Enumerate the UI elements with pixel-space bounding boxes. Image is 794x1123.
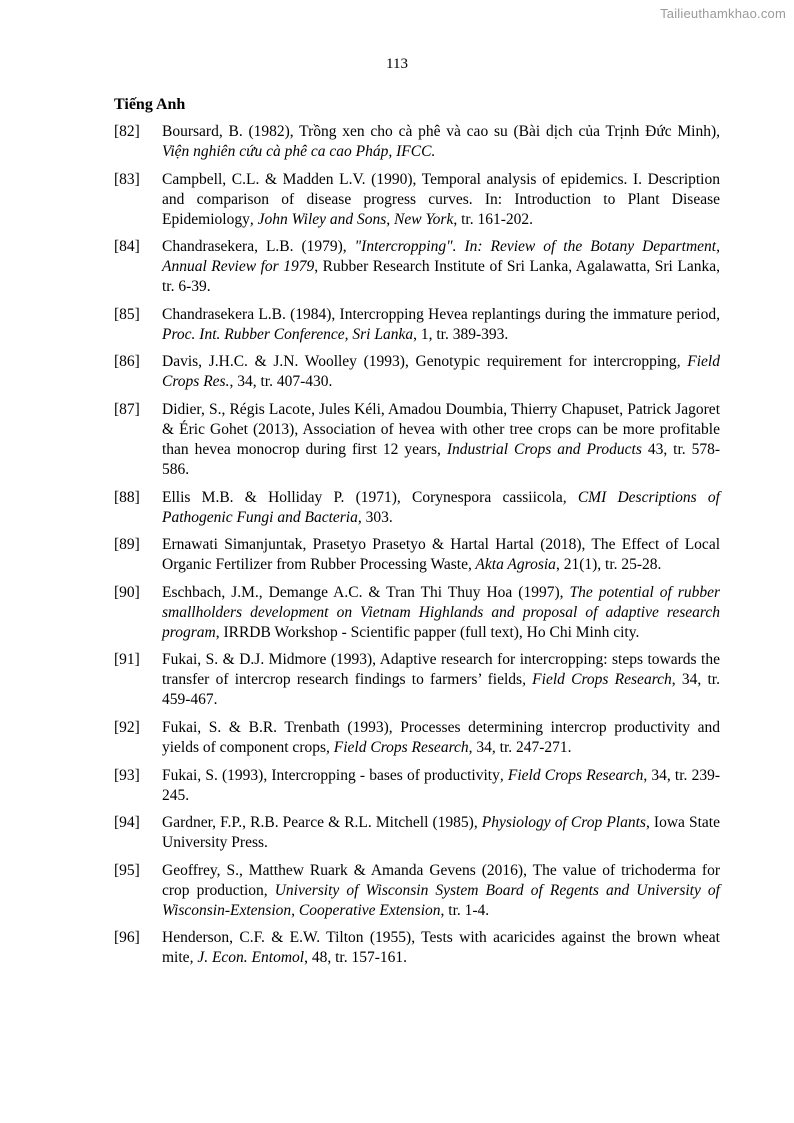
reference-italic-segment: , Field Crops Research xyxy=(326,738,469,756)
reference-segment: Campbell, C.L. & Madden L.V. (1990), Temporal analysis of epidemics. I. Description and comparison of disease progress curves. In: Introduction to Plant Disease Epidemiology xyxy=(162,170,720,228)
reference-text xyxy=(162,928,720,968)
reference-text xyxy=(162,170,720,230)
reference-segment: Eschbach, J.M., Demange A.C. & Tran Thi Thuy Hoa (1997), xyxy=(162,583,570,601)
reference-number: [84] xyxy=(114,238,140,256)
reference-segment: Chandrasekera, L.B. (1979), xyxy=(162,238,355,256)
page-number: 113 xyxy=(386,56,408,72)
reference-number: [82] xyxy=(114,123,140,140)
reference-number: [83] xyxy=(114,170,140,188)
reference-number: [92] xyxy=(114,718,140,736)
reference-item xyxy=(114,766,720,806)
reference-text xyxy=(162,766,720,806)
reference-text xyxy=(162,650,720,710)
reference-item xyxy=(114,488,720,528)
reference-number: [87] xyxy=(114,400,140,418)
reference-item xyxy=(114,813,720,853)
reference-text xyxy=(162,813,720,853)
reference-item xyxy=(114,583,720,643)
reference-text xyxy=(162,237,720,297)
reference-text xyxy=(162,305,720,345)
reference-item xyxy=(114,650,720,710)
reference-number: [86] xyxy=(114,353,140,371)
reference-segment: Ernawati Simanjuntak, Prasetyo Prasetyo & Hartal Hartal (2018), The Effect of Local Organic Fertilizer from Rubber Processing Waste xyxy=(162,536,720,574)
reference-segment: Henderson, C.F. & E.W. Tilton (1955), Tests with acaricides against the brown wheat mite xyxy=(162,929,720,967)
reference-segment: Fukai, S. (1993), Intercropping - bases of productivity xyxy=(162,766,500,784)
reference-italic-segment: , Viện nghiên cứu cà phê ca cao Pháp, IFCC. xyxy=(162,123,720,160)
reference-segment: , Rubber Research Institute of Sri Lanka, Agalawatta, Sri Lanka, tr. 6-39. xyxy=(162,258,720,296)
reference-segment: , tr. 161-202. xyxy=(453,210,533,228)
reference-italic-segment: Physiology of Crop Plants xyxy=(481,814,646,832)
reference-italic-segment: , Industrial Crops and Products xyxy=(437,440,642,458)
reference-segment: , Iowa State University Press. xyxy=(162,814,720,852)
reference-italic-segment: "Intercropping". In: Review of the Botany Department, Annual Review for 1979 xyxy=(162,238,720,276)
watermark-text: Tailieuthamkhao.com xyxy=(660,6,786,21)
reference-segment: , 48, tr. 157-161. xyxy=(304,949,407,967)
reference-segment: Fukai, S. & B.R. Trenbath (1993), Processes determining intercrop productivity and yields of component crops xyxy=(162,718,720,756)
reference-segment: , 303. xyxy=(357,508,393,526)
reference-item xyxy=(114,237,720,297)
reference-segment: Gardner, F.P., R.B. Pearce & R.L. Mitchell (1985), xyxy=(162,814,482,832)
section-title: Tiếng Anh xyxy=(114,96,186,113)
reference-segment: , 1, tr. 389-393. xyxy=(413,325,509,343)
reference-italic-segment: , Field Crops Research xyxy=(499,766,644,784)
reference-item xyxy=(114,861,720,921)
reference-item xyxy=(114,928,720,968)
reference-number: [94] xyxy=(114,814,140,832)
reference-segment: 43, tr. 578-586. xyxy=(162,440,720,478)
reference-item xyxy=(114,400,720,480)
reference-italic-segment: , Field Crops Research xyxy=(522,671,672,689)
reference-segment: Boursard, B. (1982), Trồng xen cho cà phê và cao su (Bài dịch của Trịnh Đức Minh) xyxy=(162,123,717,140)
reference-number: [90] xyxy=(114,583,140,601)
reference-item xyxy=(114,718,720,758)
reference-item xyxy=(114,305,720,345)
reference-text xyxy=(162,122,720,162)
reference-item xyxy=(114,535,720,575)
reference-segment: Chandrasekera L.B. (1984), Intercropping Hevea replantings during the immature period xyxy=(162,305,717,323)
reference-text xyxy=(162,718,720,758)
reference-segment: , 34, tr. 247-271. xyxy=(468,738,572,756)
reference-segment: , 34, tr. 239-245. xyxy=(162,766,720,804)
reference-italic-segment: , John Wiley and Sons, New York xyxy=(249,210,454,228)
reference-text xyxy=(162,488,720,528)
reference-segment: , 34, tr. 459-467. xyxy=(162,671,720,709)
reference-item xyxy=(114,122,720,162)
reference-number: [88] xyxy=(114,488,140,506)
reference-number: [95] xyxy=(114,861,140,879)
reference-segment: , 34, tr. 407-430. xyxy=(229,373,333,391)
reference-item xyxy=(114,170,720,230)
reference-number: [96] xyxy=(114,929,140,947)
reference-number: [91] xyxy=(114,651,140,669)
reference-italic-segment: , Akta Agrosia xyxy=(467,556,556,574)
reference-italic-segment: , J. Econ. Entomol xyxy=(189,949,305,967)
reference-text xyxy=(162,861,720,921)
reference-number: [89] xyxy=(114,536,140,554)
reference-text xyxy=(162,535,720,575)
reference-number: [85] xyxy=(114,305,140,323)
reference-number: [93] xyxy=(114,766,140,784)
reference-segment: , 21(1), tr. 25-28. xyxy=(555,556,662,574)
reference-segment: , tr. 1-4. xyxy=(440,901,490,919)
reference-segment: , IRRDB Workshop - Scientific papper (full text), Ho Chi Minh city. xyxy=(215,623,640,641)
reference-segment: Didier, S., Régis Lacote, Jules Kéli, Amadou Doumbia, Thierry Chapuset, Patrick Jagoret & Éric Gohet (2013), Association of hevea with other tree crops can be more profitable than hevea monocrop during first 12 years xyxy=(162,400,720,458)
reference-segment: Geoffrey, S., Matthew Ruark & Amanda Gevens (2016), The value of trichoderma for crop production xyxy=(162,861,720,899)
reference-text xyxy=(162,352,720,392)
reference-segment: Fukai, S. & D.J. Midmore (1993), Adaptive research for intercropping: steps towards the transfer of intercrop research findings to farmers’ fields xyxy=(162,651,720,689)
reference-italic-segment: , Proc. Int. Rubber Conference, Sri Lanka xyxy=(162,305,720,343)
reference-segment: Ellis M.B. & Holliday P. (1971), Corynespora cassiicola xyxy=(162,488,563,506)
reference-item xyxy=(114,352,720,392)
reference-italic-segment: , CMI Descriptions of Pathogenic Fungi and Bacteria xyxy=(162,488,720,526)
reference-text xyxy=(162,400,720,480)
reference-segment: Davis, J.H.C. & J.N. Woolley (1993), Genotypic requirement for intercropping xyxy=(162,353,677,371)
reference-list xyxy=(114,122,720,976)
reference-text xyxy=(162,583,720,643)
reference-italic-segment: , University of Wisconsin System Board of Regents and University of Wisconsin-Extension, Cooperative Extension xyxy=(162,881,720,919)
reference-italic-segment: The potential of rubber smallholders development on Vietnam Highlands and proposal of adaptive research program xyxy=(162,583,720,641)
reference-italic-segment: , Field Crops Res. xyxy=(162,353,720,391)
